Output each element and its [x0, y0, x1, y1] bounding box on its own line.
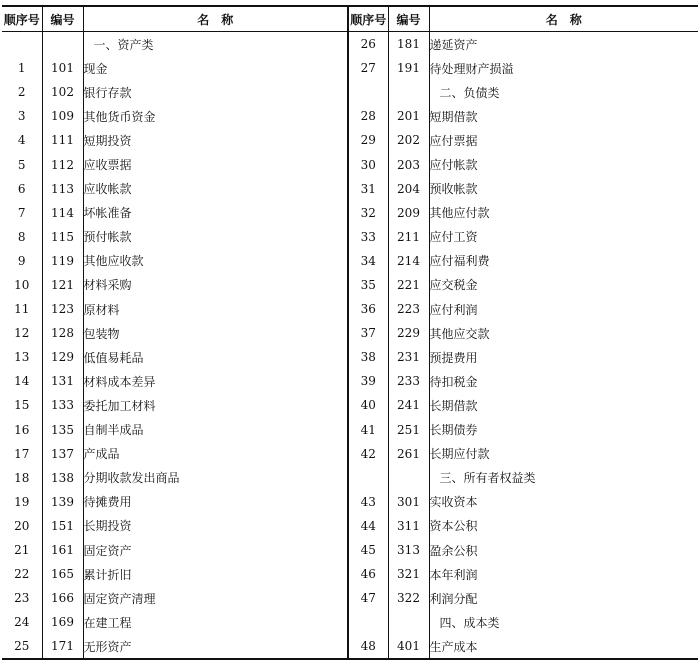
cell-seq-right: 45 — [348, 538, 388, 562]
header-seq-left: 顺序号 — [2, 6, 42, 32]
cell-seq-right: 32 — [348, 201, 388, 225]
cell-seq-right: 30 — [348, 152, 388, 176]
cell-seq-left: 22 — [2, 562, 42, 586]
cell-name-left: 包装物 — [83, 321, 348, 345]
cell-code-left: 135 — [42, 418, 83, 442]
cell-name-right: 预提费用 — [429, 345, 698, 369]
cell-seq-right: 33 — [348, 225, 388, 249]
header-code-left: 编号 — [42, 6, 83, 32]
cell-name-right: 应付工资 — [429, 225, 698, 249]
cell-name-right: 三、所有者权益类 — [429, 466, 698, 490]
cell-seq-left: 12 — [2, 321, 42, 345]
cell-code-right: 204 — [388, 177, 429, 201]
table-row — [2, 321, 698, 345]
cell-name-left: 应收票据 — [83, 152, 348, 176]
cell-name-left: 固定资产 — [83, 538, 348, 562]
cell-code-right: 322 — [388, 586, 429, 610]
cell-code-right: 313 — [388, 538, 429, 562]
cell-name-left: 长期投资 — [83, 514, 348, 538]
cell-code-left: 113 — [42, 177, 83, 201]
table-row — [2, 514, 698, 538]
cell-name-left: 分期收款发出商品 — [83, 466, 348, 490]
cell-code-right: 401 — [388, 634, 429, 659]
cell-code-left: 171 — [42, 634, 83, 659]
cell-seq-right: 35 — [348, 273, 388, 297]
cell-code-right: 229 — [388, 321, 429, 345]
cell-name-left: 现金 — [83, 56, 348, 80]
cell-code-left: 112 — [42, 152, 83, 176]
cell-seq-left: 16 — [2, 418, 42, 442]
cell-code-right: 321 — [388, 562, 429, 586]
cell-name-right: 应付帐款 — [429, 152, 698, 176]
cell-code-left: 169 — [42, 610, 83, 634]
cell-seq-right: 48 — [348, 634, 388, 659]
cell-code-left: 129 — [42, 345, 83, 369]
cell-name-right: 长期应付款 — [429, 442, 698, 466]
table-row — [2, 32, 698, 57]
cell-name-left: 短期投资 — [83, 128, 348, 152]
cell-name-right: 生产成本 — [429, 634, 698, 659]
cell-name-left: 委托加工材料 — [83, 393, 348, 417]
cell-code-left: 151 — [42, 514, 83, 538]
cell-name-right: 递延资产 — [429, 32, 698, 57]
cell-name-right: 待扣税金 — [429, 369, 698, 393]
table-row — [2, 369, 698, 393]
cell-code-left: 114 — [42, 201, 83, 225]
cell-code-left: 123 — [42, 297, 83, 321]
cell-name-left: 低值易耗品 — [83, 345, 348, 369]
header-name-left: 名 称 — [83, 6, 348, 32]
cell-code-right: 181 — [388, 32, 429, 57]
cell-seq-right: 26 — [348, 32, 388, 57]
cell-name-left: 自制半成品 — [83, 418, 348, 442]
cell-code-left — [42, 32, 83, 57]
cell-seq-right: 47 — [348, 586, 388, 610]
cell-name-left: 其他货币资金 — [83, 104, 348, 128]
cell-seq-right: 44 — [348, 514, 388, 538]
cell-seq-right: 29 — [348, 128, 388, 152]
table-row — [2, 393, 698, 417]
cell-seq-left: 9 — [2, 249, 42, 273]
table-row — [2, 273, 698, 297]
table-header-row — [2, 6, 698, 32]
cell-seq-right: 43 — [348, 490, 388, 514]
cell-seq-right — [348, 610, 388, 634]
cell-name-left: 应收帐款 — [83, 177, 348, 201]
cell-code-right: 214 — [388, 249, 429, 273]
table-row — [2, 297, 698, 321]
cell-seq-right: 28 — [348, 104, 388, 128]
cell-seq-left: 24 — [2, 610, 42, 634]
cell-code-right: 311 — [388, 514, 429, 538]
table-row — [2, 634, 698, 659]
cell-seq-right: 41 — [348, 418, 388, 442]
cell-seq-right — [348, 466, 388, 490]
cell-code-left: 121 — [42, 273, 83, 297]
cell-seq-left: 4 — [2, 128, 42, 152]
cell-seq-left — [2, 32, 42, 57]
table-row — [2, 80, 698, 104]
cell-code-left: 109 — [42, 104, 83, 128]
table-row — [2, 466, 698, 490]
cell-name-left: 材料成本差异 — [83, 369, 348, 393]
cell-code-left: 166 — [42, 586, 83, 610]
table-row — [2, 249, 698, 273]
cell-name-right: 应付利润 — [429, 297, 698, 321]
cell-name-right: 资本公积 — [429, 514, 698, 538]
cell-seq-left: 20 — [2, 514, 42, 538]
cell-seq-left: 25 — [2, 634, 42, 659]
cell-name-right: 预收帐款 — [429, 177, 698, 201]
cell-code-left: 101 — [42, 56, 83, 80]
cell-code-right: 241 — [388, 393, 429, 417]
cell-name-left: 累计折旧 — [83, 562, 348, 586]
cell-seq-right: 40 — [348, 393, 388, 417]
cell-code-right: 221 — [388, 273, 429, 297]
cell-code-right: 191 — [388, 56, 429, 80]
cell-name-left: 银行存款 — [83, 80, 348, 104]
cell-seq-left: 17 — [2, 442, 42, 466]
cell-name-left: 无形资产 — [83, 634, 348, 659]
table-row — [2, 225, 698, 249]
cell-seq-left: 8 — [2, 225, 42, 249]
cell-seq-left: 3 — [2, 104, 42, 128]
cell-seq-left: 5 — [2, 152, 42, 176]
cell-seq-left: 1 — [2, 56, 42, 80]
cell-code-right: 211 — [388, 225, 429, 249]
cell-seq-left: 15 — [2, 393, 42, 417]
cell-name-right: 本年利润 — [429, 562, 698, 586]
cell-seq-left: 23 — [2, 586, 42, 610]
cell-name-right: 待处理财产损溢 — [429, 56, 698, 80]
cell-name-right: 利润分配 — [429, 586, 698, 610]
cell-seq-left: 18 — [2, 466, 42, 490]
cell-code-right: 201 — [388, 104, 429, 128]
cell-seq-right: 34 — [348, 249, 388, 273]
cell-code-right — [388, 466, 429, 490]
cell-code-left: 102 — [42, 80, 83, 104]
cell-code-right: 203 — [388, 152, 429, 176]
cell-code-right: 301 — [388, 490, 429, 514]
cell-name-left: 一、资产类 — [83, 32, 348, 57]
cell-name-left: 预付帐款 — [83, 225, 348, 249]
accounts-table-container — [2, 5, 698, 660]
cell-name-right: 长期债券 — [429, 418, 698, 442]
cell-seq-right: 37 — [348, 321, 388, 345]
cell-code-right: 251 — [388, 418, 429, 442]
table-row — [2, 345, 698, 369]
cell-code-left: 138 — [42, 466, 83, 490]
cell-code-right: 233 — [388, 369, 429, 393]
cell-name-right: 其他应付款 — [429, 201, 698, 225]
cell-seq-right: 31 — [348, 177, 388, 201]
cell-name-right: 应付票据 — [429, 128, 698, 152]
cell-seq-left: 7 — [2, 201, 42, 225]
table-row — [2, 152, 698, 176]
cell-name-right: 应付福利费 — [429, 249, 698, 273]
cell-name-right: 四、成本类 — [429, 610, 698, 634]
table-row — [2, 538, 698, 562]
cell-name-left: 材料采购 — [83, 273, 348, 297]
cell-seq-right: 42 — [348, 442, 388, 466]
cell-code-right: 261 — [388, 442, 429, 466]
cell-code-left: 139 — [42, 490, 83, 514]
cell-name-left: 固定资产清理 — [83, 586, 348, 610]
cell-name-left: 原材料 — [83, 297, 348, 321]
table-row — [2, 562, 698, 586]
cell-code-left: 119 — [42, 249, 83, 273]
cell-seq-left: 2 — [2, 80, 42, 104]
cell-seq-right: 36 — [348, 297, 388, 321]
chart-of-accounts-table — [2, 5, 698, 660]
table-row — [2, 201, 698, 225]
cell-code-left: 131 — [42, 369, 83, 393]
table-row — [2, 104, 698, 128]
table-row — [2, 586, 698, 610]
table-row — [2, 610, 698, 634]
table-row — [2, 177, 698, 201]
table-row — [2, 128, 698, 152]
cell-code-left: 165 — [42, 562, 83, 586]
cell-name-left: 坏帐准备 — [83, 201, 348, 225]
cell-seq-left: 11 — [2, 297, 42, 321]
cell-code-left: 133 — [42, 393, 83, 417]
cell-seq-left: 21 — [2, 538, 42, 562]
cell-seq-left: 10 — [2, 273, 42, 297]
cell-seq-right: 38 — [348, 345, 388, 369]
cell-name-right: 应交税金 — [429, 273, 698, 297]
cell-name-left: 其他应收款 — [83, 249, 348, 273]
cell-seq-right: 27 — [348, 56, 388, 80]
cell-code-right — [388, 610, 429, 634]
cell-seq-right — [348, 80, 388, 104]
cell-name-right: 二、负债类 — [429, 80, 698, 104]
table-row — [2, 56, 698, 80]
cell-code-right: 223 — [388, 297, 429, 321]
header-name-right: 名 称 — [429, 6, 698, 32]
cell-code-left: 128 — [42, 321, 83, 345]
cell-code-right: 209 — [388, 201, 429, 225]
cell-seq-left: 14 — [2, 369, 42, 393]
cell-name-right: 实收资本 — [429, 490, 698, 514]
cell-name-left: 产成品 — [83, 442, 348, 466]
table-row — [2, 418, 698, 442]
cell-code-left: 161 — [42, 538, 83, 562]
cell-name-right: 其他应交款 — [429, 321, 698, 345]
header-code-right: 编号 — [388, 6, 429, 32]
cell-name-right: 长期借款 — [429, 393, 698, 417]
cell-seq-right: 39 — [348, 369, 388, 393]
cell-name-left: 待摊费用 — [83, 490, 348, 514]
cell-code-right — [388, 80, 429, 104]
header-seq-right: 顺序号 — [348, 6, 388, 32]
table-body — [2, 32, 698, 660]
cell-name-right: 盈余公积 — [429, 538, 698, 562]
table-row — [2, 442, 698, 466]
cell-code-right: 231 — [388, 345, 429, 369]
table-row — [2, 490, 698, 514]
cell-code-right: 202 — [388, 128, 429, 152]
cell-name-left: 在建工程 — [83, 610, 348, 634]
cell-code-left: 115 — [42, 225, 83, 249]
cell-seq-left: 19 — [2, 490, 42, 514]
cell-code-left: 111 — [42, 128, 83, 152]
cell-seq-right: 46 — [348, 562, 388, 586]
cell-code-left: 137 — [42, 442, 83, 466]
cell-name-right: 短期借款 — [429, 104, 698, 128]
cell-seq-left: 13 — [2, 345, 42, 369]
cell-seq-left: 6 — [2, 177, 42, 201]
